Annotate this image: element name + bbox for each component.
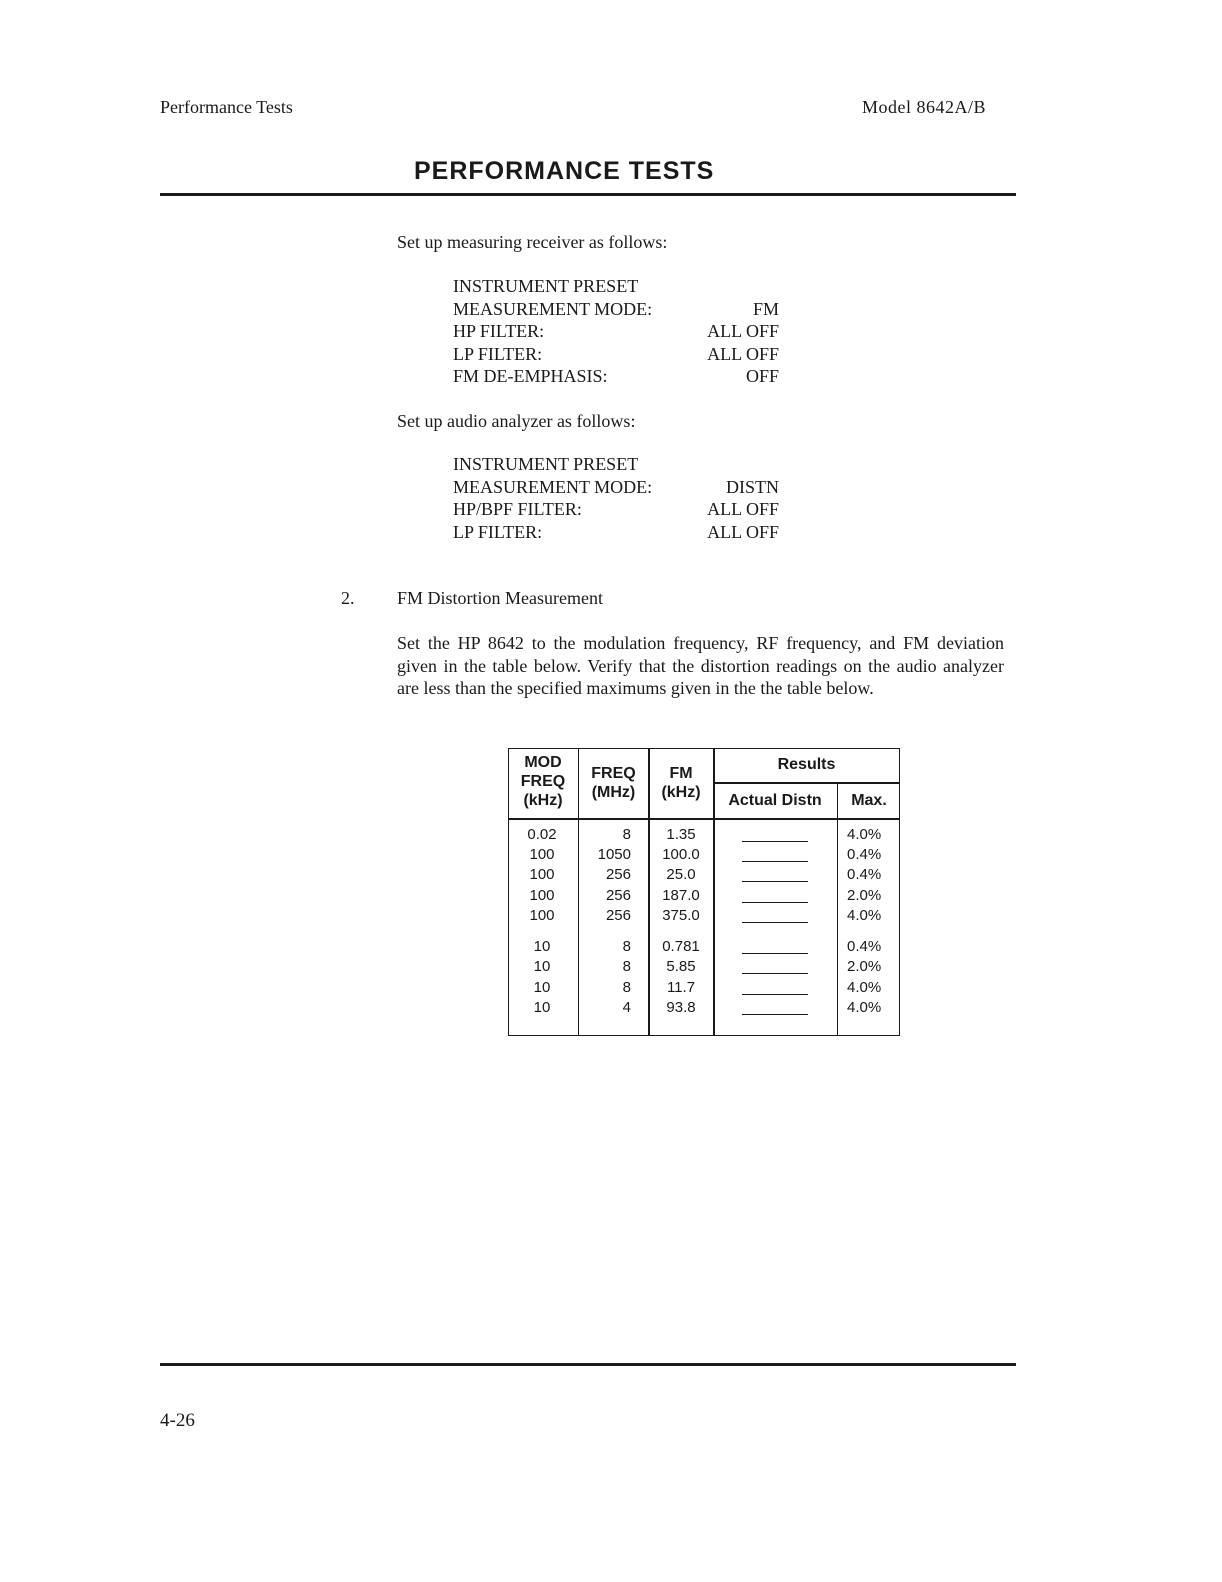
header-line: (MHz) (591, 784, 636, 801)
setting-label: MEASUREMENT MODE: (453, 298, 653, 319)
cell-max: 4.0% (847, 999, 882, 1016)
receiver-settings-list (453, 275, 779, 388)
cell-fm: 5.85 (666, 958, 696, 975)
cell-mod-freq: 10 (533, 999, 551, 1016)
header-actual-distn: Actual Distn (728, 792, 822, 809)
title-rule (160, 193, 1016, 196)
cell-fm: 25.0 (666, 866, 696, 883)
cell-freq: 256 (605, 887, 631, 904)
cell-freq: 4 (622, 999, 631, 1016)
cell-fm: 100.0 (662, 846, 700, 863)
cell-fm: 0.781 (662, 938, 700, 955)
setting-label: MEASUREMENT MODE: (453, 476, 653, 497)
step-number: 2. (341, 588, 355, 608)
cell-freq: 8 (622, 979, 631, 996)
cell-freq: 8 (622, 958, 631, 975)
header-fm (649, 764, 713, 802)
cell-mod-freq: 10 (533, 979, 551, 996)
cell-max: 2.0% (847, 887, 882, 904)
actual-distn-blank[interactable] (742, 973, 808, 974)
page-title: PERFORMANCE TESTS (414, 157, 715, 185)
cell-mod-freq: 10 (533, 938, 551, 955)
setting-label: HP/BPF FILTER: (453, 499, 582, 519)
setting-row (453, 453, 779, 476)
actual-distn-blank[interactable] (742, 953, 808, 954)
setting-value: ALL OFF (707, 521, 779, 542)
setting-value: DISTN (726, 476, 779, 497)
cell-mod-freq: 0.02 (527, 826, 557, 843)
header-line: FREQ (591, 765, 636, 782)
setting-label: LP FILTER: (453, 521, 543, 542)
cell-freq: 8 (622, 938, 631, 955)
setting-value: ALL OFF (707, 499, 779, 519)
page-number: 4-26 (160, 1410, 195, 1431)
setting-row (453, 498, 779, 521)
actual-distn-blank[interactable] (742, 922, 808, 923)
setting-row (453, 365, 779, 388)
analyzer-intro: Set up audio analyzer as follows: (397, 411, 636, 431)
cell-max: 4.0% (847, 979, 882, 996)
cell-fm: 11.7 (666, 979, 696, 996)
cell-freq: 8 (622, 826, 631, 843)
setting-row (453, 521, 779, 544)
cell-mod-freq: 100 (529, 887, 555, 904)
setting-value: ALL OFF (707, 343, 779, 364)
cell-max: 4.0% (847, 826, 882, 843)
cell-max: 0.4% (847, 866, 882, 883)
footer-rule (160, 1363, 1016, 1366)
cell-fm: 1.35 (666, 826, 696, 843)
cell-fm: 375.0 (662, 907, 700, 924)
setting-row (453, 298, 779, 321)
setting-row (453, 343, 779, 366)
cell-mod-freq: 100 (529, 846, 555, 863)
setting-row (453, 476, 779, 499)
cell-max: 2.0% (847, 958, 882, 975)
header-max: Max. (851, 792, 887, 809)
setting-label: HP FILTER: (453, 321, 545, 341)
header-line: MOD (524, 754, 562, 771)
actual-distn-blank[interactable] (742, 881, 808, 882)
table-divider (713, 782, 899, 784)
table-divider (837, 783, 839, 1035)
cell-max: 0.4% (847, 938, 882, 955)
step-title: FM Distortion Measurement (397, 588, 603, 608)
cell-mod-freq: 100 (529, 866, 555, 883)
cell-freq: 256 (605, 866, 631, 883)
setting-label: FM DE-EMPHASIS: (453, 366, 608, 386)
table-header-rule (509, 818, 899, 820)
cell-mod-freq: 100 (529, 907, 555, 924)
actual-distn-blank[interactable] (742, 861, 808, 862)
running-header-left: Performance Tests (160, 97, 293, 117)
step-description: Set the HP 8642 to the modulation frequency, RF frequency, and FM deviation given in the table below. Verify that the distortion readings on the audio analyzer are less than the specified maximums given in the the table below. (397, 633, 1004, 698)
cell-max: 0.4% (847, 846, 882, 863)
distortion-table (508, 748, 900, 1036)
analyzer-settings-list (453, 453, 779, 543)
setting-label: LP FILTER: (453, 343, 543, 364)
actual-distn-blank[interactable] (742, 994, 808, 995)
cell-freq: 1050 (597, 846, 631, 863)
cell-max: 4.0% (847, 907, 882, 924)
header-line: FM (669, 765, 693, 782)
cell-fm: 93.8 (666, 999, 696, 1016)
setting-row (453, 275, 779, 298)
actual-distn-blank[interactable] (742, 902, 808, 903)
setting-value: ALL OFF (707, 321, 779, 341)
header-line: (kHz) (523, 792, 563, 809)
actual-distn-blank[interactable] (742, 841, 808, 842)
header-results: Results (777, 756, 836, 773)
receiver-intro: Set up measuring receiver as follows: (397, 232, 668, 252)
setting-value: FM (752, 298, 779, 319)
header-mod-freq (509, 753, 577, 810)
header-freq (579, 764, 648, 802)
setting-label: INSTRUMENT PRESET (453, 276, 639, 296)
cell-fm: 187.0 (662, 887, 700, 904)
setting-value: OFF (745, 366, 779, 386)
header-line: FREQ (520, 773, 566, 790)
setting-row (453, 320, 779, 343)
running-header-right: Model 8642A/B (862, 97, 987, 117)
actual-distn-blank[interactable] (742, 1014, 808, 1015)
cell-freq: 256 (605, 907, 631, 924)
setting-label: INSTRUMENT PRESET (453, 454, 639, 474)
cell-mod-freq: 10 (533, 958, 551, 975)
header-line: (kHz) (661, 784, 701, 801)
